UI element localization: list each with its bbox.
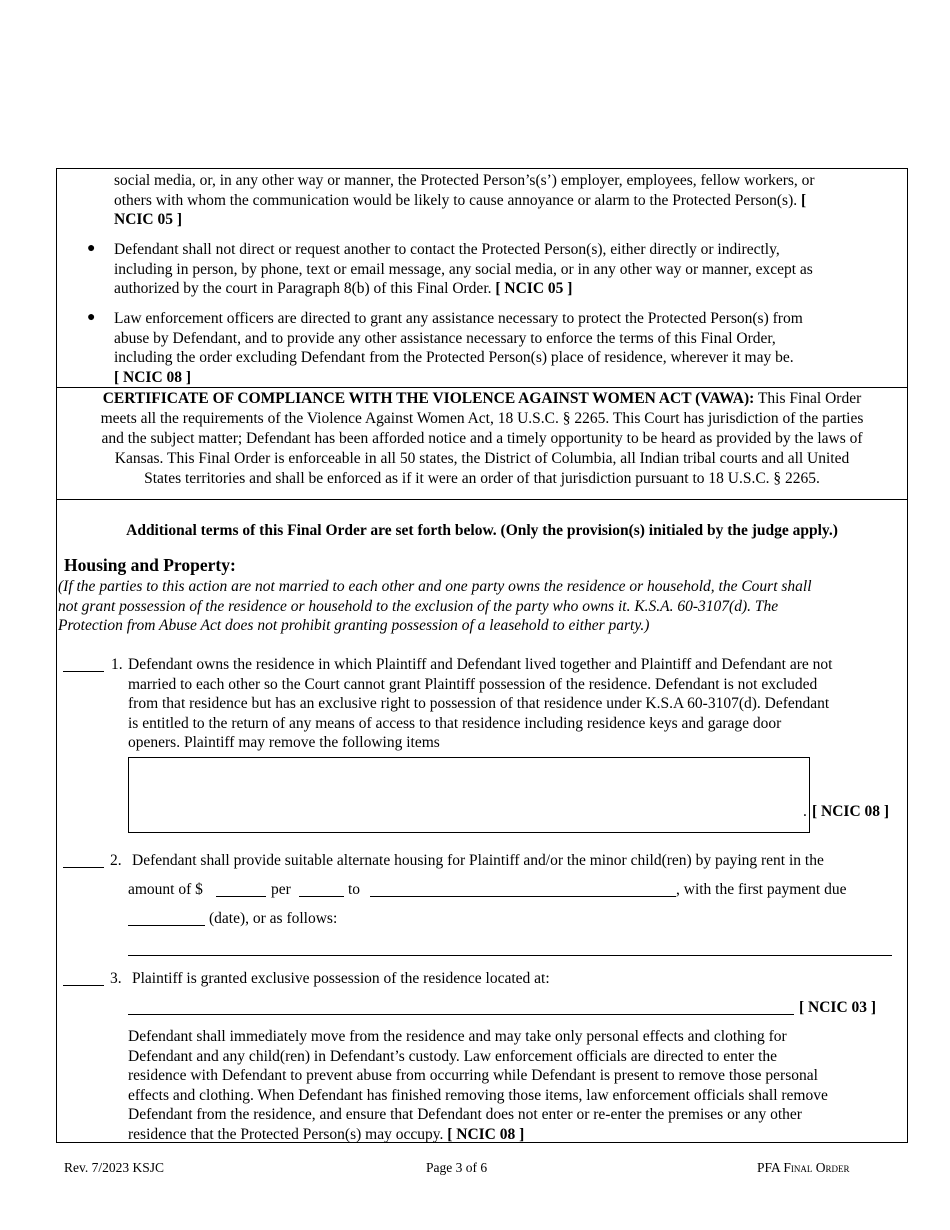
vawa-line-5: States territories and shall be enforced as if it were an order of that jurisdiction pursuant to 18 U.S.C. § 2265.	[144, 470, 820, 487]
item-1-line-1: Defendant owns the residence in which Plaintiff and Defendant lived together and Plaintiff and Defendant are not	[128, 656, 833, 673]
footer-page-number: Page 3 of 6	[426, 1160, 488, 1175]
additional-terms-section	[57, 500, 907, 1144]
item-3-line-1: Plaintiff is granted exclusive possession of the residence located at:	[132, 970, 550, 987]
first-payment-date-field[interactable]	[128, 925, 205, 926]
ncic-05-tag: NCIC 05 ]	[114, 211, 183, 228]
bullet-1-line-1: Defendant shall not direct or request another to contact the Protected Person(s), either directly or indirectly,	[114, 241, 780, 258]
housing-heading: Housing and Property:	[64, 555, 236, 575]
rent-terms-field[interactable]	[128, 955, 892, 956]
item-3-initial-line[interactable]	[63, 985, 104, 986]
item-2-line-1: Defendant shall provide suitable alternate housing for Plaintiff and/or the minor child(ren) by paying rent in the	[132, 852, 824, 869]
item-1-period: .	[803, 803, 807, 820]
vawa-line-1-text: This Final Order	[754, 390, 862, 407]
rent-period-field[interactable]	[299, 896, 344, 897]
vawa-certificate	[57, 388, 907, 500]
additional-terms-heading: Additional terms of this Final Order are set forth below. (Only the provision(s) initialed by the judge apply.)	[126, 522, 838, 539]
continued-tag	[114, 210, 182, 230]
bullet-1-line-3-text: authorized by the court in Paragraph 8(b) of this Final Order.	[114, 280, 492, 297]
ncic-08-tag: [ NCIC 08 ]	[812, 803, 890, 820]
ncic-05-tag: [ NCIC 05 ]	[495, 280, 573, 297]
orders-section	[57, 169, 907, 388]
item-3-body-line-6	[128, 1125, 524, 1145]
footer-form-title	[757, 1160, 850, 1176]
items-text-box[interactable]	[128, 757, 810, 833]
vawa-line-3: and the subject matter; Defendant has been afforded notice and a timely opportunity to be heard as provided by the laws of	[101, 430, 863, 447]
bullet-icon: ●	[87, 310, 96, 325]
item-3-body-line-3: residence with Defendant to prevent abuse from occurring while Defendant is present to remove those personal	[128, 1067, 818, 1084]
rent-payee-field[interactable]	[370, 896, 676, 897]
housing-note-line-1: (If the parties to this action are not married to each other and one party owns the residence or household, the Court shall	[58, 578, 812, 595]
item-2-per-label: per	[271, 881, 291, 898]
item-2-date-label: (date), or as follows:	[209, 910, 338, 927]
item-1-line-5: openers. Plaintiff may remove the following items	[128, 734, 440, 751]
housing-note-line-3: Protection from Abuse Act does not prohibit granting possession of a leasehold to either party.)	[58, 617, 650, 634]
vawa-line-2: meets all the requirements of the Violence Against Women Act, 18 U.S.C. § 2265. This Court has jurisdiction of the parties	[100, 410, 864, 427]
ncic-08-tag: [ NCIC 08 ]	[447, 1126, 525, 1143]
item-3-body-line-4: effects and clothing. When Defendant has finished removing those items, law enforcement officials shall remove	[128, 1087, 828, 1104]
bullet-1-line-2: including in person, by phone, text or email message, any social media, or in any other way or manner, except as	[114, 261, 813, 278]
ncic-tag-open: [	[801, 192, 807, 209]
vawa-line-1	[58, 389, 906, 409]
item-2-number: 2.	[110, 852, 122, 869]
continued-line-2	[114, 191, 806, 211]
item-2-first-payment: , with the first payment due	[676, 881, 847, 898]
item-1-number: 1.	[111, 656, 123, 673]
item-3-number: 3.	[110, 970, 122, 987]
continued-line-2-text: others with whom the communication would be likely to cause annoyance or alarm to the Protected Person(s).	[114, 192, 798, 209]
item-1-line-4: is entitled to the return of any means of access to that residence including residence keys and garage door	[128, 715, 782, 732]
vawa-heading: CERTIFICATE OF COMPLIANCE WITH THE VIOLENCE AGAINST WOMEN ACT (VAWA):	[102, 390, 755, 407]
bullet-2-line-2: abuse by Defendant, and to provide any other assistance necessary to enforce the terms of this Final Order,	[114, 330, 776, 347]
item-3-body-line-5: Defendant from the residence, and ensure that Defendant does not enter or re-enter the premises or any other	[128, 1106, 802, 1123]
item-1-line-2: married to each other so the Court cannot grant Plaintiff possession of the residence. Defendant is not excluded	[128, 676, 818, 693]
item-3-body-line-6-text: residence that the Protected Person(s) may occupy.	[128, 1126, 444, 1143]
item-2-initial-line[interactable]	[63, 867, 104, 868]
footer-revision: Rev. 7/2023 KSJC	[64, 1160, 165, 1175]
ncic-03-tag: [ NCIC 03 ]	[799, 999, 877, 1016]
item-3-body-line-1: Defendant shall immediately move from the residence and may take only personal effects and clothing for	[128, 1028, 787, 1045]
continued-line-1: social media, or, in any other way or manner, the Protected Person’s(s’) employer, employees, fellow workers, or	[114, 172, 815, 189]
bullet-1-line-3	[114, 279, 572, 299]
residence-address-field[interactable]	[128, 1014, 794, 1015]
item-1-initial-line[interactable]	[63, 671, 104, 672]
item-2-to-label: to	[348, 881, 361, 898]
footer-form-name: Final Order	[783, 1160, 850, 1175]
vawa-line-4: Kansas. This Final Order is enforceable in all 50 states, the District of Columbia, all Indian tribal courts and all United	[114, 450, 850, 467]
item-3-body-line-2: Defendant and any child(ren) in Defendant’s custody. Law enforcement officials are directed to enter the	[128, 1048, 778, 1065]
bullet-icon: ●	[87, 241, 96, 256]
ncic-08-tag: [ NCIC 08 ]	[114, 369, 192, 386]
item-1-line-3: from that residence but has an exclusive right to possession of that residence under K.S.A 60-3107(d). Defendant	[128, 695, 830, 712]
bullet-2-tag	[114, 368, 191, 388]
item-2-amount-label: amount of $	[128, 881, 203, 898]
footer-form-abbrev: PFA	[757, 1160, 781, 1175]
bullet-2-line-1: Law enforcement officers are directed to grant any assistance necessary to protect the Protected Person(s) from	[114, 310, 803, 327]
rent-amount-field[interactable]	[216, 896, 266, 897]
order-frame	[56, 168, 908, 1143]
bullet-2-line-3: including the order excluding Defendant from the Protected Person(s) place of residence, wherever it may be.	[114, 349, 794, 366]
housing-note-line-2: not grant possession of the residence or household to the exclusion of the party who owns it. K.S.A. 60-3107(d). The	[58, 598, 779, 615]
